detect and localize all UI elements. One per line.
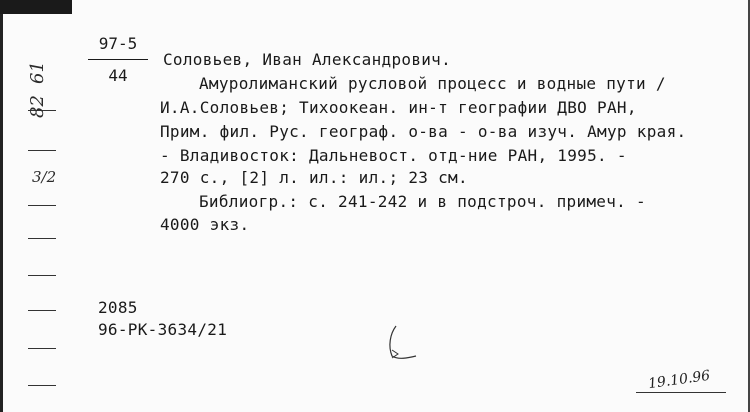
hand-mark-icon (382, 322, 422, 366)
title-line-2: И.А.Соловьев; Тихоокеан. ин-т географии ДВО РАН, (160, 98, 637, 117)
bibliography-note: Библиогр.: с. 241-242 и в подстроч. примеч. - (199, 192, 646, 211)
card-left-edge (0, 14, 3, 412)
catalog-number: 96-РК-3634/21 (98, 320, 228, 339)
physical-description-line: 270 с., [2] л. ил.: ил.; 23 см. (160, 168, 468, 187)
margin-tick (28, 238, 56, 239)
copies-note: 4000 экз. (160, 215, 250, 234)
author-heading: Соловьев, Иван Александрович. (163, 50, 452, 69)
class-number-bottom: 44 (108, 66, 128, 85)
title-line-1: Амуролиманский русловой процесс и водные пути / (199, 74, 666, 93)
margin-tick (28, 385, 56, 386)
handwritten-date: 19.10.96 (647, 367, 712, 393)
margin-tick (28, 348, 56, 349)
class-number-top: 97-5 (98, 34, 138, 53)
margin-note-middle: 82 (26, 95, 48, 118)
registration-number: 2085 (98, 298, 138, 317)
title-line-3: Прим. фил. Рус. географ. о-ва - о-ва изуч. Амур края. (160, 122, 687, 141)
margin-tick (28, 310, 56, 311)
margin-note-top: 61 (26, 61, 48, 84)
card-top-edge (0, 0, 72, 14)
margin-tick (28, 275, 56, 276)
margin-tick (28, 205, 56, 206)
margin-tick (28, 150, 56, 151)
class-number-divider (88, 59, 148, 60)
classification-number (88, 34, 148, 85)
date-underline (636, 392, 726, 393)
margin-note-lower: 3/2 (32, 168, 57, 186)
imprint-line: - Владивосток: Дальневост. отд-ние РАН, 1995. - (160, 146, 627, 165)
